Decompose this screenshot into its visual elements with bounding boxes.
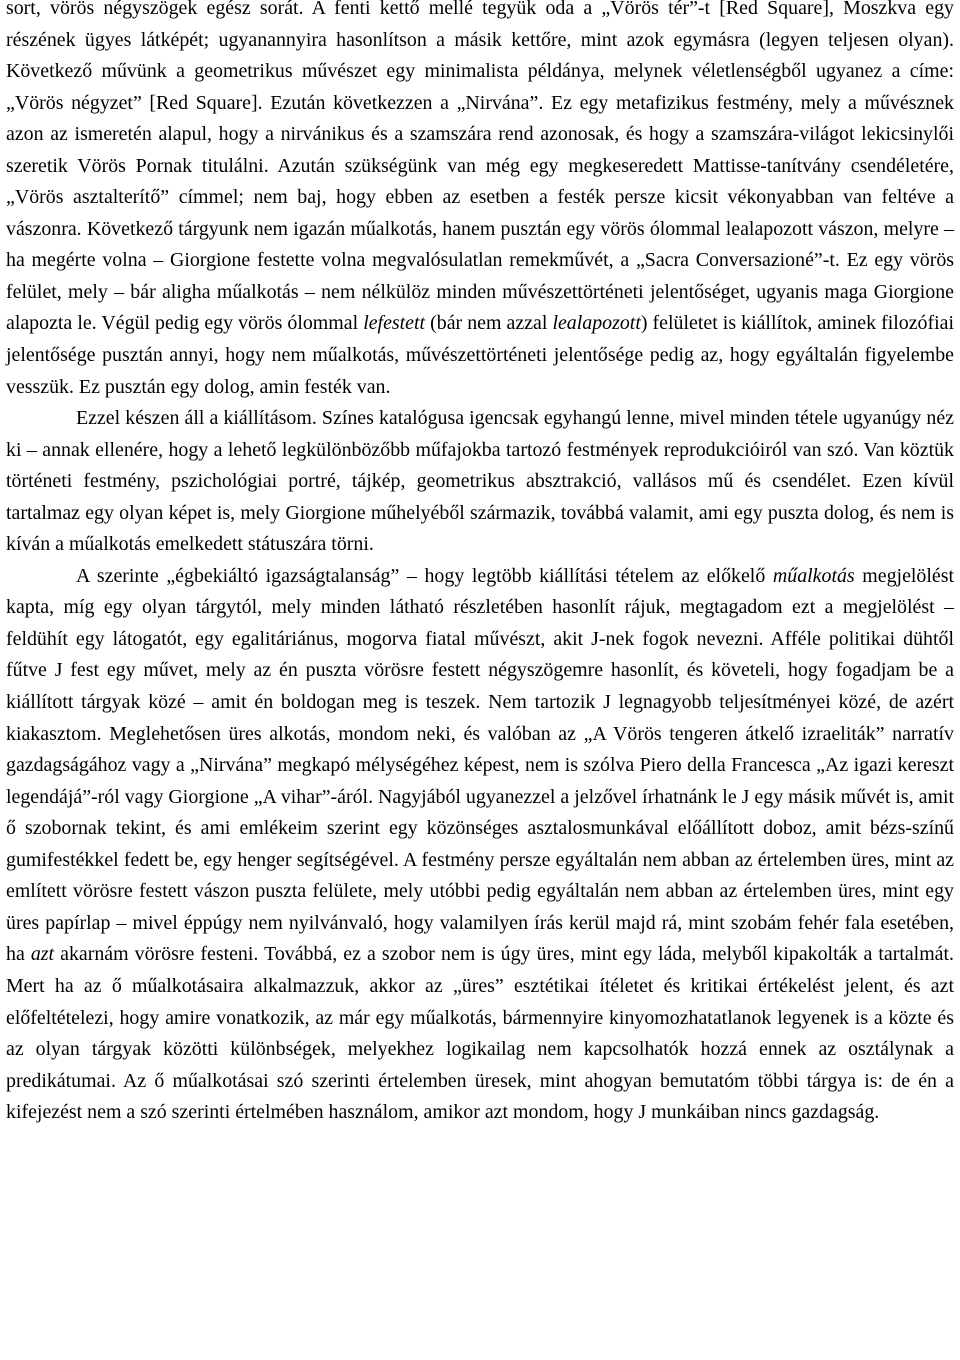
text-run: Ezzel készen áll a kiállításom. Színes katalógusa igencsak egyhangú lenne, mivel minden tétele ugyanúgy néz ki – annak ellenére, hogy a lehető legkülönbözőbb műfajokba tartozó festmények reprodukcióiról van szó. Van köztük történeti festmény, pszichológiai portré, tájkép, geometrikus absztrakció, vallásos mű és csendélet. Ezen kívül tartalmaz egy olyan képet is, mely Giorgione műhelyéből származik, továbbá valamit, ami egy puszta dolog, és nem is kíván a műalkotás emelkedett státuszára törni. [6, 407, 954, 556]
paragraph-2 [6, 403, 954, 561]
paragraph-3 [6, 561, 954, 1129]
paragraph-1 [6, 0, 954, 403]
text-run: (bár nem azzal [425, 312, 553, 335]
text-run: megjelölést kapta, míg egy olyan tárgytól, mely minden látható részletében hasonlít rájuk, megtagadom ezt a megjelölést – feldühít egy látogatót, egy egalitáriánus, mogorva fiatal művészt, akit J-nek fogok nevezni. Afféle politikai dühtől fűtve J fest egy művet, mely az én puszta vörösre festett négyszögemre hasonlít, és követeli, hogy fogadjam be a kiállított tárgyak közé – amit én boldogan meg is teszek. Nem tartozik J legnagyobb teljesítményei közé, de azért kiakasztom. Meglehetősen üres alkotás, mondom neki, és valóban az „A Vörös tengeren átkelő izraeliták” narratív gazdagságához vagy a „Nirvána” megkapó mélységéhez képest, nem is szólva Piero della Francesca „Az igazi kereszt legendájá”-ról vagy Giorgione „A vihar”-áról. Nagyjából ugyanezzel a jelzővel írhatnánk le J egy másik művét is, amit ő szobornak tekint, és ami emlékeim szerint egy közönséges asztalosmunkával előállított doboz, amit bézs-színű gumifestékkel fedett be, egy henger segítségével. A festmény persze egyáltalán nem abban az értelemben üres, mint az említett vörösre festett vászon puszta felülete, mely utóbbi pedig egyáltalán nem abban az értelemben üres, mint egy üres papírlap – mivel éppúgy nem nyilvánvaló, hogy valamilyen írás kerül majd rá, mint szobám fehér fala esetében, ha [6, 564, 954, 966]
italic-run: műalkotás [772, 564, 855, 587]
text-run: ) felületet is kiállítok, aminek filozófiai jelentősége pusztán annyi, hogy nem műalkotás, művészettörténeti jelentősége pedig az, hogy egyáltalán figyelembe vesszük. Ez pusztán egy dolog, amin festék van. [6, 312, 954, 398]
text-run: akarnám vörösre festeni. Továbbá, ez a szobor nem is úgy üres, mint egy láda, melyből kipakolták a tartalmát. Mert ha az ő műalkotásaira alkalmazzuk, akkor az „üres” esztétikai ítéletet és kritikai értékelést jelent, és azt előfeltételezi, hogy amire vonatkozik, az már egy műalkotás, bármennyire kinyomozhatatlanok legyenek is a közte és az olyan tárgyak közötti különbségek, melyekhez logikailag nem kapcsolhatók hozzá ennek az osztálynak a predikátumai. Az ő műalkotásai szó szerinti értelemben üresek, mint ahogyan bemutatóm többi tárgya is: de én a kifejezést nem a szó szerinti értelmében használom, amikor azt mondom, hogy J munkáiban nincs gazdagság. [6, 943, 954, 1124]
italic-run: azt [30, 943, 55, 966]
text-run: A szerinte „égbekiáltó igazságtalanság” – hogy legtöbb kiállítási tételem az előkelő [76, 564, 773, 587]
text-run: sort, vörös négyszögek egész sorát. A fenti kettő mellé tegyük oda a „Vörös tér”-t [Red Square], Moszkva egy részének ügyes látképét; ugyanannyira hasonlítson a másik kettőre, mint azok egymásra (legyen teljesen olyan). Következő művünk a geometrikus művészet egy minimalista példánya, melynek véletlenségből ugyanez a címe: „Vörös négyzet” [Red Square]. Ezután következzen a „Nirvána”. Ez egy metafizikus festmény, mely a művésznek azon az ismeretén alapul, hogy a nirvánikus és a szamszára rend azonosak, és hogy a szamszára-világot lekicsinylői szeretik Vörös Pornak titulálni. Azután szükségünk van még egy megkeseredett Mattisse-tanítvány csendéletére, „Vörös asztalterítő” címmel; nem baj, hogy ebben az esetben a festék persze kicsit vékonyabban van feltéve a vászonra. Következő tárgyunk nem igazán műalkotás, hanem pusztán egy vörös ólommal lealapozott vászon, melyre – ha megérte volna – Giorgione festette volna megvalósulatlan remekművét, a „Sacra Conversazioné”-t. Ez egy vörös felület, mely – bár aligha műalkotás – nem nélkülöz minden művészettörténeti jelentőséget, ugyanis maga Giorgione alapozta le. Végül pedig egy vörös ólommal [6, 0, 954, 335]
italic-run: lealapozott [552, 312, 641, 335]
italic-run: lefestett [363, 312, 426, 335]
